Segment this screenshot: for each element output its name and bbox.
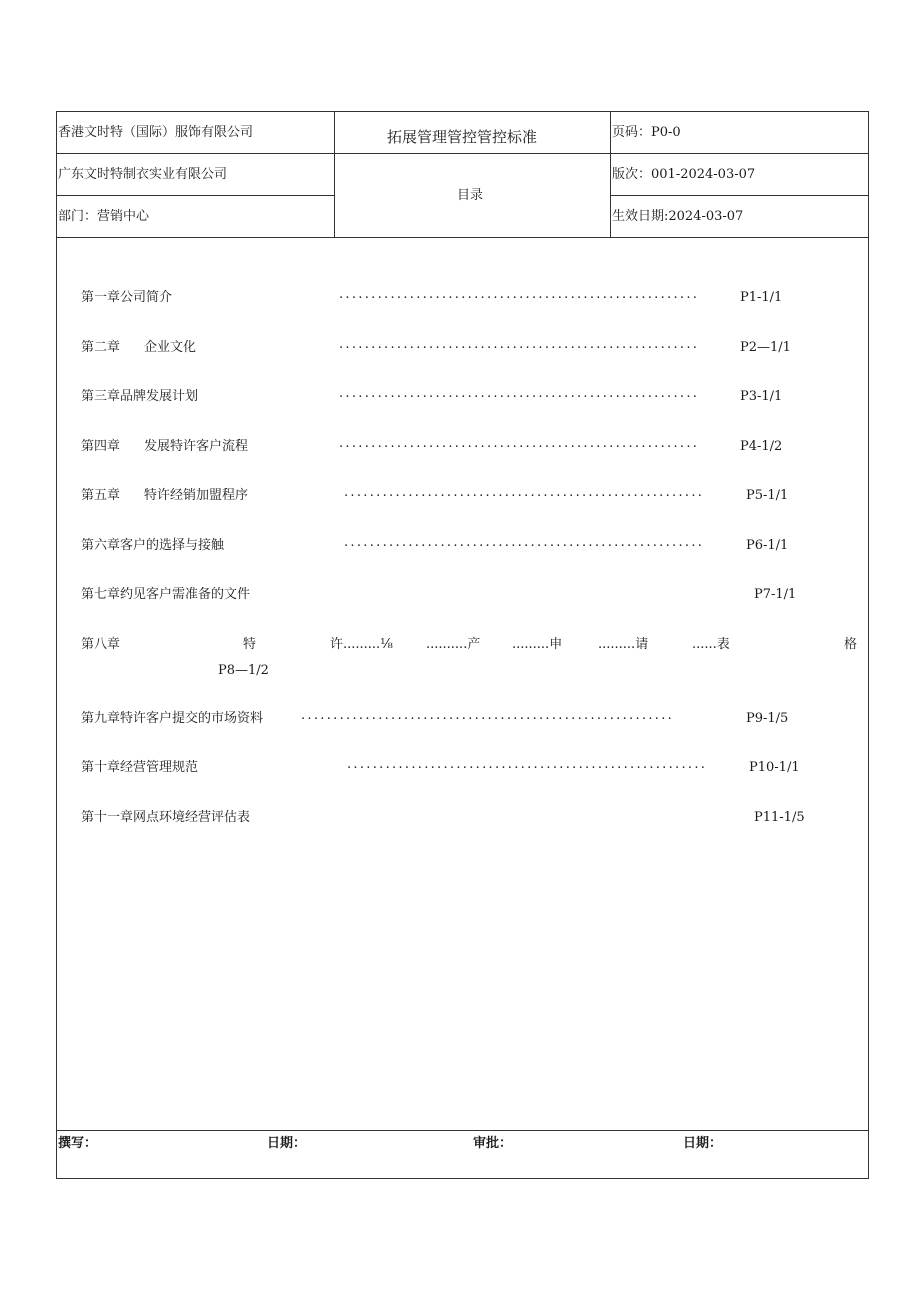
toc-page: P4-1/2 — [740, 439, 783, 454]
header-col-divider-1 — [334, 111, 335, 237]
company-hk: 香港文时特（国际）服饰有限公司 — [58, 125, 254, 140]
toc-word: .........请 — [598, 637, 649, 652]
toc-page: P8—1/2 — [218, 663, 269, 678]
toc-leader: ........................................................ — [339, 287, 700, 302]
department: 部门：营销中心 — [58, 209, 150, 224]
toc-word: 特 — [243, 637, 257, 652]
version: 版次：001-2024-03-07 — [612, 167, 756, 182]
toc-leader: ........................................................ — [339, 436, 700, 451]
toc-page: P6-1/1 — [746, 538, 789, 553]
page-code: 页码：P0-0 — [612, 125, 681, 140]
toc-page: P11-1/5 — [754, 810, 805, 825]
footer-top-border — [56, 1130, 869, 1131]
toc-leader: ........................................................ — [347, 757, 708, 772]
toc-page: P2—1/1 — [740, 340, 791, 355]
toc-page: P10-1/1 — [749, 760, 800, 775]
toc-leader: .......................................................... — [301, 708, 675, 723]
toc-leader: ........................................................ — [344, 535, 705, 550]
toc-word: .........申 — [512, 637, 563, 652]
toc-leader: ........................................................ — [339, 337, 700, 352]
section-title: 目录 — [457, 188, 484, 203]
date-label-1: 日期： — [267, 1136, 307, 1151]
header-bottom-border — [56, 237, 869, 238]
toc-page: P7-1/1 — [754, 587, 797, 602]
author-label: 撰写： — [58, 1136, 98, 1151]
approve-label: 审批： — [473, 1136, 513, 1151]
header-row-divider-1 — [56, 153, 869, 154]
toc-leader: ........................................................ — [344, 485, 705, 500]
toc-page: P3-1/1 — [740, 389, 783, 404]
company-gd: 广东文时特制衣实业有限公司 — [58, 167, 228, 182]
toc-word: 格 — [844, 637, 858, 652]
toc-page: P1-1/1 — [740, 290, 783, 305]
toc-word: ..........产 — [426, 637, 481, 652]
header-col-divider-2 — [610, 111, 611, 237]
header-row-divider-right — [610, 195, 869, 196]
toc-page: P9-1/5 — [746, 711, 789, 726]
effective-date: 生效日期:2024-03-07 — [612, 209, 744, 224]
toc-word: ......表 — [692, 637, 730, 652]
doc-title: 拓展管理管控管控标准 — [387, 128, 538, 146]
header-row-divider-left — [56, 195, 334, 196]
toc-leader: ........................................................ — [339, 386, 700, 401]
date-label-2: 日期： — [683, 1136, 723, 1151]
toc-word: 许.........⅛ — [330, 637, 393, 652]
toc-page: P5-1/1 — [746, 488, 789, 503]
